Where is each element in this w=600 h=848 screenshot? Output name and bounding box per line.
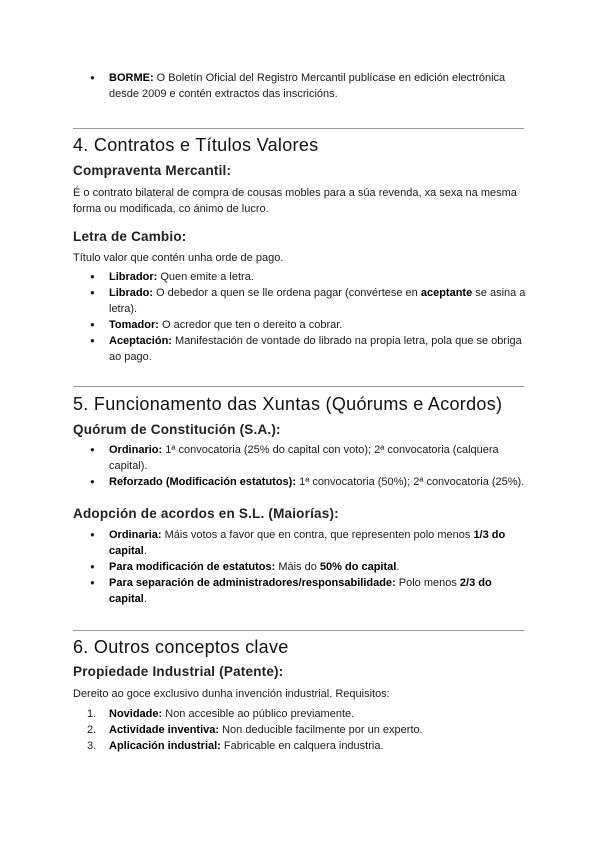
compraventa-text: É o contrato bilateral de compra de cousas mobles para a súa revenda, xa sexa na mesma forma ou modificada, co ánimo de lucro. bbox=[73, 187, 517, 215]
list-item: ● Para separación de administradores/responsabilidade: Polo menos 2/3 do capital. bbox=[73, 575, 528, 607]
list-item: ● BORME: O Boletín Oficial del Registro Mercantil publícase en edición electrónica desde 2009 e contén extractos das inscricións. bbox=[73, 70, 528, 102]
list-item: ● Librador: Quen emite a letra. bbox=[73, 269, 528, 285]
list-item: 3. Aplicación industrial: Fabricable en calquera industria. bbox=[87, 740, 384, 752]
patente-requirements-list bbox=[73, 706, 528, 754]
letra-intro: Título valor que contén unha orde de pago. bbox=[73, 252, 284, 264]
patente-heading: Propiedade Industrial (Patente): bbox=[73, 664, 284, 679]
adopcion-list bbox=[73, 527, 528, 607]
list-item: ● Librado: O debedor a quen se lle ordena pagar (convértese en aceptante se asina a letra). bbox=[73, 285, 528, 317]
list-item: ● Tomador: O acredor que ten o dereito a cobrar. bbox=[73, 317, 528, 333]
list-item: 1. Novidade: Non accesible ao público previamente. bbox=[87, 708, 355, 720]
section-6-title: 6. Outros conceptos clave bbox=[73, 637, 289, 657]
letra-list bbox=[73, 269, 528, 365]
section-divider bbox=[73, 128, 524, 129]
list-item: ● Para modificación de estatutos: Máis do 50% do capital. bbox=[73, 559, 528, 575]
list-item: 2. Actividade inventiva: Non deducible facilmente por un experto. bbox=[87, 724, 423, 736]
section-4-title: 4. Contratos e Títulos Valores bbox=[73, 135, 319, 155]
patente-intro: Dereito ao goce exclusivo dunha invención industrial. Requisitos: bbox=[73, 688, 390, 700]
list-item: ● Aceptación: Manifestación de vontade do librado na propia letra, pola que se obriga ao pago. bbox=[73, 333, 528, 365]
list-item: ● Ordinaria: Máis votos a favor que en contra, que representen polo menos 1/3 do capital. bbox=[73, 527, 528, 559]
borme-list bbox=[73, 70, 528, 102]
list-item: ● Ordinario: 1ª convocatoria (25% do capital con voto); 2ª convocatoria (calquera capital). bbox=[73, 442, 528, 474]
list-item: ● Reforzado (Modificación estatutos): 1ª convocatoria (50%); 2ª convocatoria (25%). bbox=[73, 474, 528, 490]
section-5-title: 5. Funcionamento das Xuntas (Quórums e Acordos) bbox=[73, 394, 503, 414]
section-divider bbox=[73, 630, 524, 631]
letra-heading: Letra de Cambio: bbox=[73, 229, 187, 244]
quorum-list bbox=[73, 442, 528, 490]
quorum-heading: Quórum de Constitución (S.A.): bbox=[73, 422, 281, 437]
compraventa-heading: Compraventa Mercantil: bbox=[73, 163, 232, 178]
adopcion-heading: Adopción de acordos en S.L. (Maiorías): bbox=[73, 506, 339, 521]
section-divider bbox=[73, 386, 524, 387]
